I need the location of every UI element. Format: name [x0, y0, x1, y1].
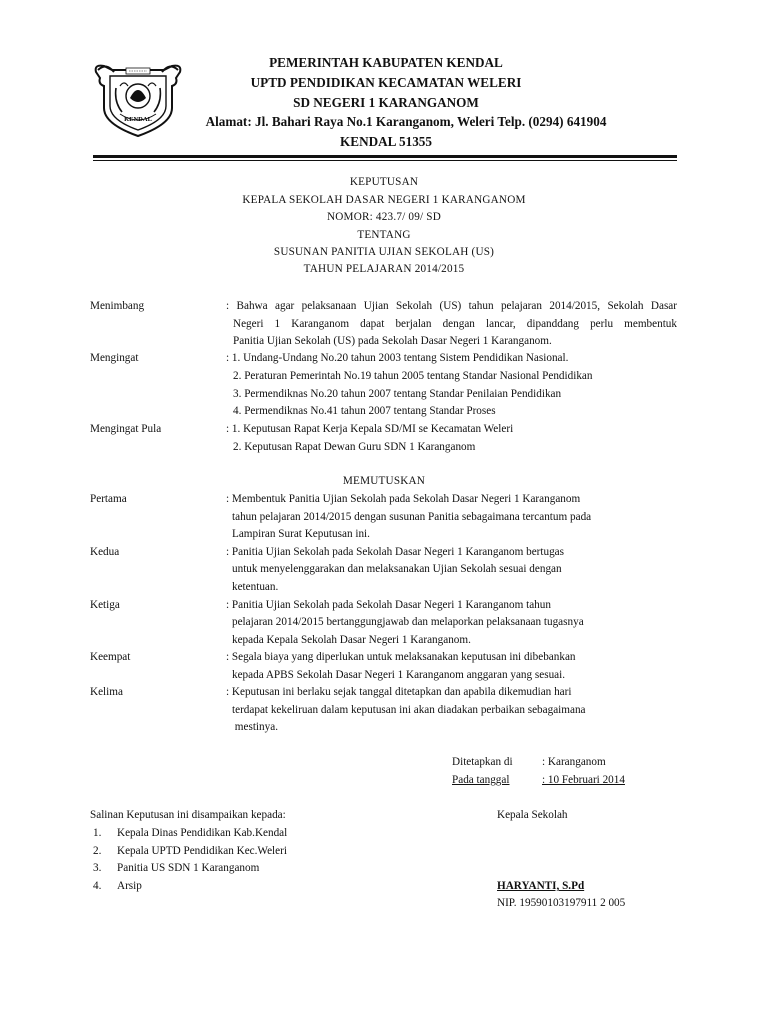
- pertama-line: tahun pelajaran 2014/2015 dengan susunan Panitia sebagaimana tercantum pada: [232, 511, 592, 523]
- salinan-item-number: 1.: [93, 827, 102, 839]
- tanggal-label: Pada tanggal: [452, 774, 510, 786]
- salinan-item: Kepala UPTD Pendidikan Kec.Weleri: [117, 845, 287, 857]
- svg-text:KENDAL: KENDAL: [124, 116, 152, 123]
- salinan-item-number: 3.: [93, 862, 102, 874]
- menimbang-line: : Bahwa agar pelaksanaan Ujian Sekolah (US) tahun pelajaran 2014/2015, Sekolah Dasar: [226, 300, 677, 312]
- pertama-line: : Membentuk Panitia Ujian Sekolah pada Sekolah Dasar Negeri 1 Karanganom: [226, 493, 581, 505]
- title-nomor: NOMOR: 423.7/ 09/ SD: [326, 211, 442, 223]
- title-susunan: SUSUNAN PANITIA UJIAN SEKOLAH (US): [273, 246, 495, 258]
- kelima-line: : Keputusan ini berlaku sejak tanggal ditetapkan dan apabila dikemudian hari: [226, 686, 572, 698]
- kelima-line: terdapat kekeliruan dalam keputusan ini akan diadakan perbaikan sebagaimana: [232, 704, 586, 716]
- keempat-line: : Segala biaya yang diperlukan untuk melaksanakan keputusan ini dibebankan: [226, 651, 576, 663]
- header-thick-rule: [93, 155, 677, 158]
- title-tahun: TAHUN PELAJARAN 2014/2015: [303, 263, 465, 275]
- mengingat-pula-label: Mengingat Pula: [90, 423, 162, 435]
- kedua-line: : Panitia Ujian Sekolah pada Sekolah Dasar Negeri 1 Karanganom bertugas: [226, 546, 565, 558]
- ketiga-line: : Panitia Ujian Sekolah pada Sekolah Dasar Negeri 1 Karanganom tahun: [226, 599, 551, 611]
- menimbang-label: Menimbang: [90, 300, 145, 312]
- header-address: Alamat: Jl. Bahari Raya No.1 Karanganom, Weleri Telp. (0294) 641904: [205, 114, 607, 129]
- ketiga-line: kepada Kepala Sekolah Dasar Negeri 1 Karanganom.: [232, 634, 471, 646]
- ditetapkan-value: : Karanganom: [542, 756, 606, 768]
- title-tentang: TENTANG: [357, 229, 411, 241]
- mengingat-line: : 1. Undang-Undang No.20 tahun 2003 tentang Sistem Pendidikan Nasional.: [226, 352, 569, 364]
- mengingat-pula-line: : 1. Keputusan Rapat Kerja Kepala SD/MI se Kecamatan Weleri: [226, 423, 514, 435]
- ketiga-line: pelajaran 2014/2015 bertanggungjawab dan melaporkan pelaksanaan tugasnya: [232, 616, 584, 628]
- kelima-label: Kelima: [90, 686, 123, 698]
- memutuskan-heading: MEMUTUSKAN: [342, 475, 426, 487]
- menimbang-line: Negeri 1 Karanganom dapat berjalan dengan lancar, dipanddang perlu membentuk: [233, 318, 677, 330]
- signature-name: HARYANTI, S.Pd: [497, 880, 585, 892]
- ditetapkan-label: Ditetapkan di: [452, 756, 513, 768]
- signature-role: Kepala Sekolah: [497, 809, 568, 821]
- mengingat-line: 4. Permendiknas No.41 tahun 2007 tentang Standar Proses: [233, 405, 496, 417]
- tanggal-value: : 10 Februari 2014: [542, 774, 625, 786]
- title-kepala-sekolah: KEPALA SEKOLAH DASAR NEGERI 1 KARANGANOM: [242, 194, 526, 206]
- kedua-line: ketentuan.: [232, 581, 279, 593]
- mengingat-line: 3. Permendiknas No.20 tahun 2007 tentang Standar Penilaian Pendidikan: [233, 388, 562, 400]
- salinan-item-number: 2.: [93, 845, 102, 857]
- salinan-item-number: 4.: [93, 880, 102, 892]
- header-government: PEMERINTAH KABUPATEN KENDAL: [269, 55, 503, 70]
- kedua-label: Kedua: [90, 546, 120, 558]
- salinan-item: Arsip: [117, 880, 142, 892]
- mengingat-pula-line: 2. Keputusan Rapat Dewan Guru SDN 1 Karanganom: [233, 441, 476, 453]
- signature-nip: NIP. 19590103197911 2 005: [497, 897, 626, 909]
- pertama-label: Pertama: [90, 493, 127, 505]
- ketiga-label: Ketiga: [90, 599, 120, 611]
- salinan-item: Panitia US SDN 1 Karanganom: [117, 862, 260, 874]
- keempat-label: Keempat: [90, 651, 131, 663]
- kedua-line: untuk menyelenggarakan dan melaksanakan Ujian Sekolah sesuai dengan: [232, 563, 562, 575]
- header-uptd: UPTD PENDIDIKAN KECAMATAN WELERI: [250, 75, 522, 90]
- title-keputusan: KEPUTUSAN: [349, 176, 419, 188]
- menimbang-line: Panitia Ujian Sekolah (US) pada Sekolah Dasar Negeri 1 Karanganom.: [233, 335, 552, 347]
- header-school: SD NEGERI 1 KARANGANOM: [293, 95, 479, 110]
- keempat-line: kepada APBS Sekolah Dasar Negeri 1 Karanganom anggaran yang sesuai.: [232, 669, 566, 681]
- salinan-item: Kepala Dinas Pendidikan Kab.Kendal: [117, 827, 288, 839]
- mengingat-label: Mengingat: [90, 352, 139, 364]
- mengingat-line: 2. Peraturan Pemerintah No.19 tahun 2005 tentang Standar Nasional Pendidikan: [233, 370, 593, 382]
- pertama-line: Lampiran Surat Keputusan ini.: [232, 528, 370, 540]
- header-city: KENDAL 51355: [340, 134, 432, 149]
- salinan-intro: Salinan Keputusan ini disampaikan kepada:: [90, 809, 286, 821]
- header-thin-rule: [93, 160, 677, 161]
- kelima-line: mestinya.: [232, 721, 278, 733]
